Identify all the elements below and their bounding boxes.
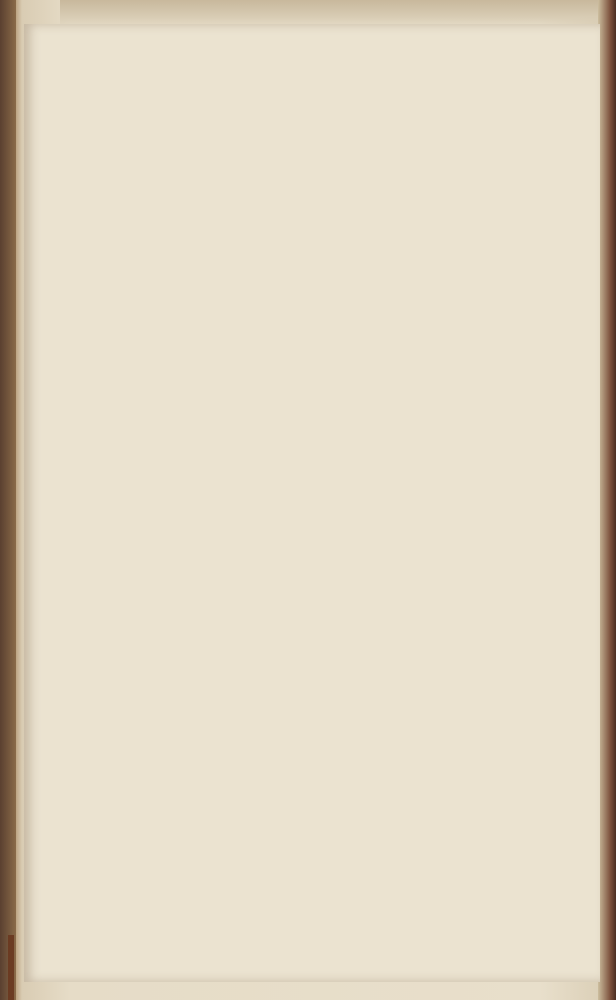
- book-spine-edge: [0, 0, 16, 1000]
- book-page: [24, 24, 600, 982]
- book-right-edge: [598, 0, 616, 1000]
- ribbon-bookmark: [8, 935, 14, 1000]
